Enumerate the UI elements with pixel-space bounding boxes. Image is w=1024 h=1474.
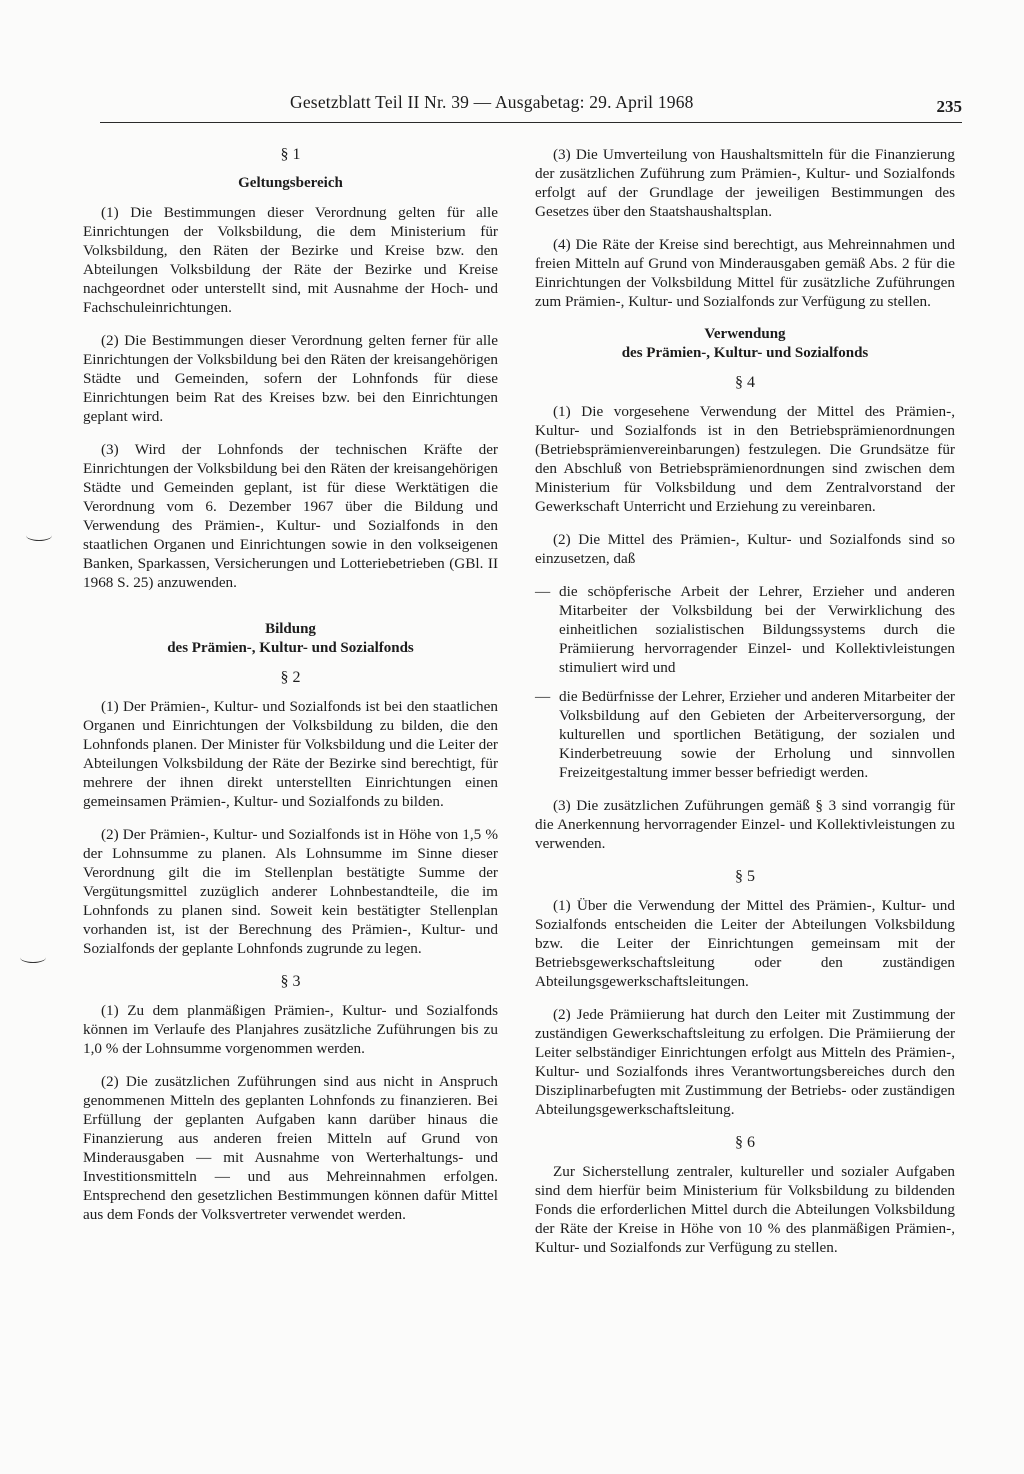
paragraph: (3) Die Umverteilung von Haushaltsmitteln für die Finanzierung der zusätzlichen Zuführung zum Prämien-, Kultur- und Sozialfonds erfolgt auf der Grundlage der jeweiligen Bestimmungen des Gesetzes über den Staatshaushaltsplan.: [535, 146, 955, 220]
right-column: [535, 145, 955, 1271]
heading-line: Bildung: [265, 621, 316, 637]
list-item: — die schöpferische Arbeit der Lehrer, Erzieher und anderen Mitarbeiter der Volksbildung bei der Verwirklichung des einheitlichen sozialistischen Bildungssystems durch die Prämiierung hervorragender Einzel- und Kollektivleistungen stimuliert wird und: [535, 582, 955, 677]
paragraph: (2) Die zusätzlichen Zuführungen sind aus nicht in Anspruch genommenen Mitteln des geplanten Lohnfonds zu finanzieren. Bei Erfüllung der geplanten Aufgaben kann darüber hinaus die Finanzierung aus anderen freien Mitteln auf Grund von Minderausgaben — mit Ausnahme von Werterhaltungs- und Investitionsmitteln — und aus Mehreinnahmen erfolgen. Entsprechend den gesetzlichen Bestimmungen können dafür Mittel aus dem Fonds der Volksvertreter verwendet werden.: [83, 1073, 498, 1223]
section-number: § 3: [280, 973, 301, 990]
section-number: § 4: [735, 374, 755, 391]
left-column: [83, 145, 498, 1238]
page-header: [100, 92, 962, 123]
list-item: — die Bedürfnisse der Lehrer, Erzieher und anderen Mitarbeiter der Volksbildung auf den Gebieten der Arbeiterversorgung, der kulturellen und sportlichen Betätigung, der sozialen und Kinderbetreuung sowie der Erholung und sinnvollen Freizeitgestaltung immer besser befriedigt werden.: [535, 687, 955, 782]
section-heading: [83, 174, 498, 193]
section-number: § 1: [280, 146, 301, 163]
paragraph: (2) Jede Prämiierung hat durch den Leiter mit Zustimmung der zuständigen Gewerkschaftsleitung zu erfolgen. Die Prämiierung der Leiter selbständiger Einrichtungen erfolgt aus Mitteln des Prämien-, Kultur- und Sozialfonds ihres Verantwortungsbereiches durch den Disziplinarbefugten mit Zustimmung der Betriebs- oder zuständigen Abteilungsgewerkschaftsleitung.: [535, 1006, 955, 1118]
paragraph: (3) Die zusätzlichen Zuführungen gemäß § 3 sind vorrangig für die Anerkennung hervorragender Einzel- und Kollektivleistungen zu verwenden.: [535, 797, 955, 852]
paragraph: (1) Über die Verwendung der Mittel des Prämien-, Kultur- und Sozialfonds entscheiden die Leiter der Abteilungen Volksbildung bzw. die Leiter der Einrichtungen gemeinsam mit der Betriebsgewerkschaftsleitung oder den zuständigen Abteilungsgewerkschaftsleitungen.: [535, 897, 955, 990]
paragraph: Zur Sicherstellung zentraler, kultureller und sozialer Aufgaben sind dem hierfür beim Ministerium für Volksbildung zu bildenden Fonds die erforderlichen Mittel durch die Abteilungen Volksbildung der Räte der Kreise in Höhe von 10 % des planmäßigen Prämien-, Kultur- und Sozialfonds zur Verfügung zu stellen.: [535, 1163, 955, 1256]
margin-mark: [26, 530, 52, 541]
paragraph: (1) Die vorgesehene Verwendung der Mittel des Prämien-, Kultur- und Sozialfonds ist in den Betriebsprämienordnungen (Betriebsprämienvereinbarungen) festzulegen. Die Grundsätze für den Abschluß von Betriebsprämienordnungen sind zwischen dem Ministerium für Volksbildung und dem Zentralvorstand der Gewerkschaft Unterricht und Erziehung zu vereinbaren.: [535, 403, 955, 515]
heading-line: des Prämien-, Kultur- und Sozialfonds: [621, 345, 869, 361]
paragraph: (1) Die Bestimmungen dieser Verordnung gelten für alle Einrichtungen der Volksbildung, die dem Ministerium für Volksbildung, den Räten der Bezirke und Kreise bzw. den Abteilungen Volksbildung der Räte der Bezirke und Kreise nachgeordnet oder unterstellt sind, mit Ausnahme der Hoch- und Fachschuleinrichtungen.: [83, 204, 498, 316]
section-heading: [83, 620, 498, 658]
paragraph: (2) Die Mittel des Prämien-, Kultur- und Sozialfonds sind so einzusetzen, daß: [535, 531, 955, 567]
heading-line: Geltungsbereich: [238, 175, 343, 191]
dash-list: [535, 582, 955, 782]
margin-mark: [20, 952, 46, 963]
section-heading: [535, 325, 955, 363]
paragraph: (2) Die Bestimmungen dieser Verordnung gelten ferner für alle Einrichtungen der Volksbildung bei den Räten der kreisangehörigen Städte und Gemeinden, sofern der Lohnfonds für diese Einrichtungen beim Rat des Kreises bzw. bei den Einrichtungen geplant wird.: [83, 332, 498, 425]
paragraph: (4) Die Räte der Kreise sind berechtigt, aus Mehreinnahmen und freien Mitteln auf Grund von Minderausgaben gemäß Abs. 2 für die Einrichtungen der Volksbildung Mittel für zusätzliche Zuführungen zum Prämien-, Kultur- und Sozialfonds zur Verfügung zu stellen.: [535, 236, 955, 310]
heading-line: des Prämien-, Kultur- und Sozialfonds: [167, 640, 414, 656]
heading-line: Verwendung: [704, 326, 786, 342]
section-number: § 5: [735, 868, 755, 885]
header-title: Gesetzblatt Teil II Nr. 39 — Ausgabetag: 29. April 1968: [290, 92, 694, 112]
page-number: 235: [936, 97, 962, 116]
paragraph: (3) Wird der Lohnfonds der technischen Kräfte der Einrichtungen der Volksbildung bei den Räten der kreisangehörigen Städte und Gemeinden geplant, ist für diese Werktätigen die Verordnung vom 6. Dezember 1967 über die Bildung und Verwendung des Prämien-, Kultur- und Sozialfonds in den staatlichen Organen und Einrichtungen sowie in den volkseigenen Banken, Sparkassen, Versicherungen und Lotteriebetrieben (GBl. II 1968 S. 25) anzuwenden.: [83, 441, 498, 591]
section-number: § 6: [735, 1134, 755, 1151]
paragraph: (1) Der Prämien-, Kultur- und Sozialfonds ist bei den staatlichen Organen und Einrichtungen der Volksbildung zu bilden, die den Lohnfonds planen. Der Minister für Volksbildung und die Leiter der Abteilungen Volksbildung der Räte der Bezirke sind berechtigt, für mehrere der ihnen direkt unterstellten Einrichtungen einen gemeinsamen Prämien-, Kultur- und Sozialfonds zu bilden.: [83, 698, 498, 810]
section-number: § 2: [280, 669, 301, 686]
paragraph: (1) Zu dem planmäßigen Prämien-, Kultur- und Sozialfonds können im Verlaufe des Planjahres zusätzliche Zuführungen bis zu 1,0 % der Lohnsumme vorgenommen werden.: [83, 1002, 498, 1057]
paragraph: (2) Der Prämien-, Kultur- und Sozialfonds ist in Höhe von 1,5 % der Lohnsumme zu planen. Als Lohnsumme im Sinne dieser Verordnung gilt die im Stellenplan bestätigte Summe der Vergütungsmittel zuzüglich anderer Lohnbestandteile, die im Lohnfonds zu planen sind. Soweit kein bestätigter Stellenplan vorhanden ist, ist der Berechnung des Prämien-, Kultur- und Sozialfonds der geplante Lohnfonds zugrunde zu legen.: [83, 826, 498, 957]
